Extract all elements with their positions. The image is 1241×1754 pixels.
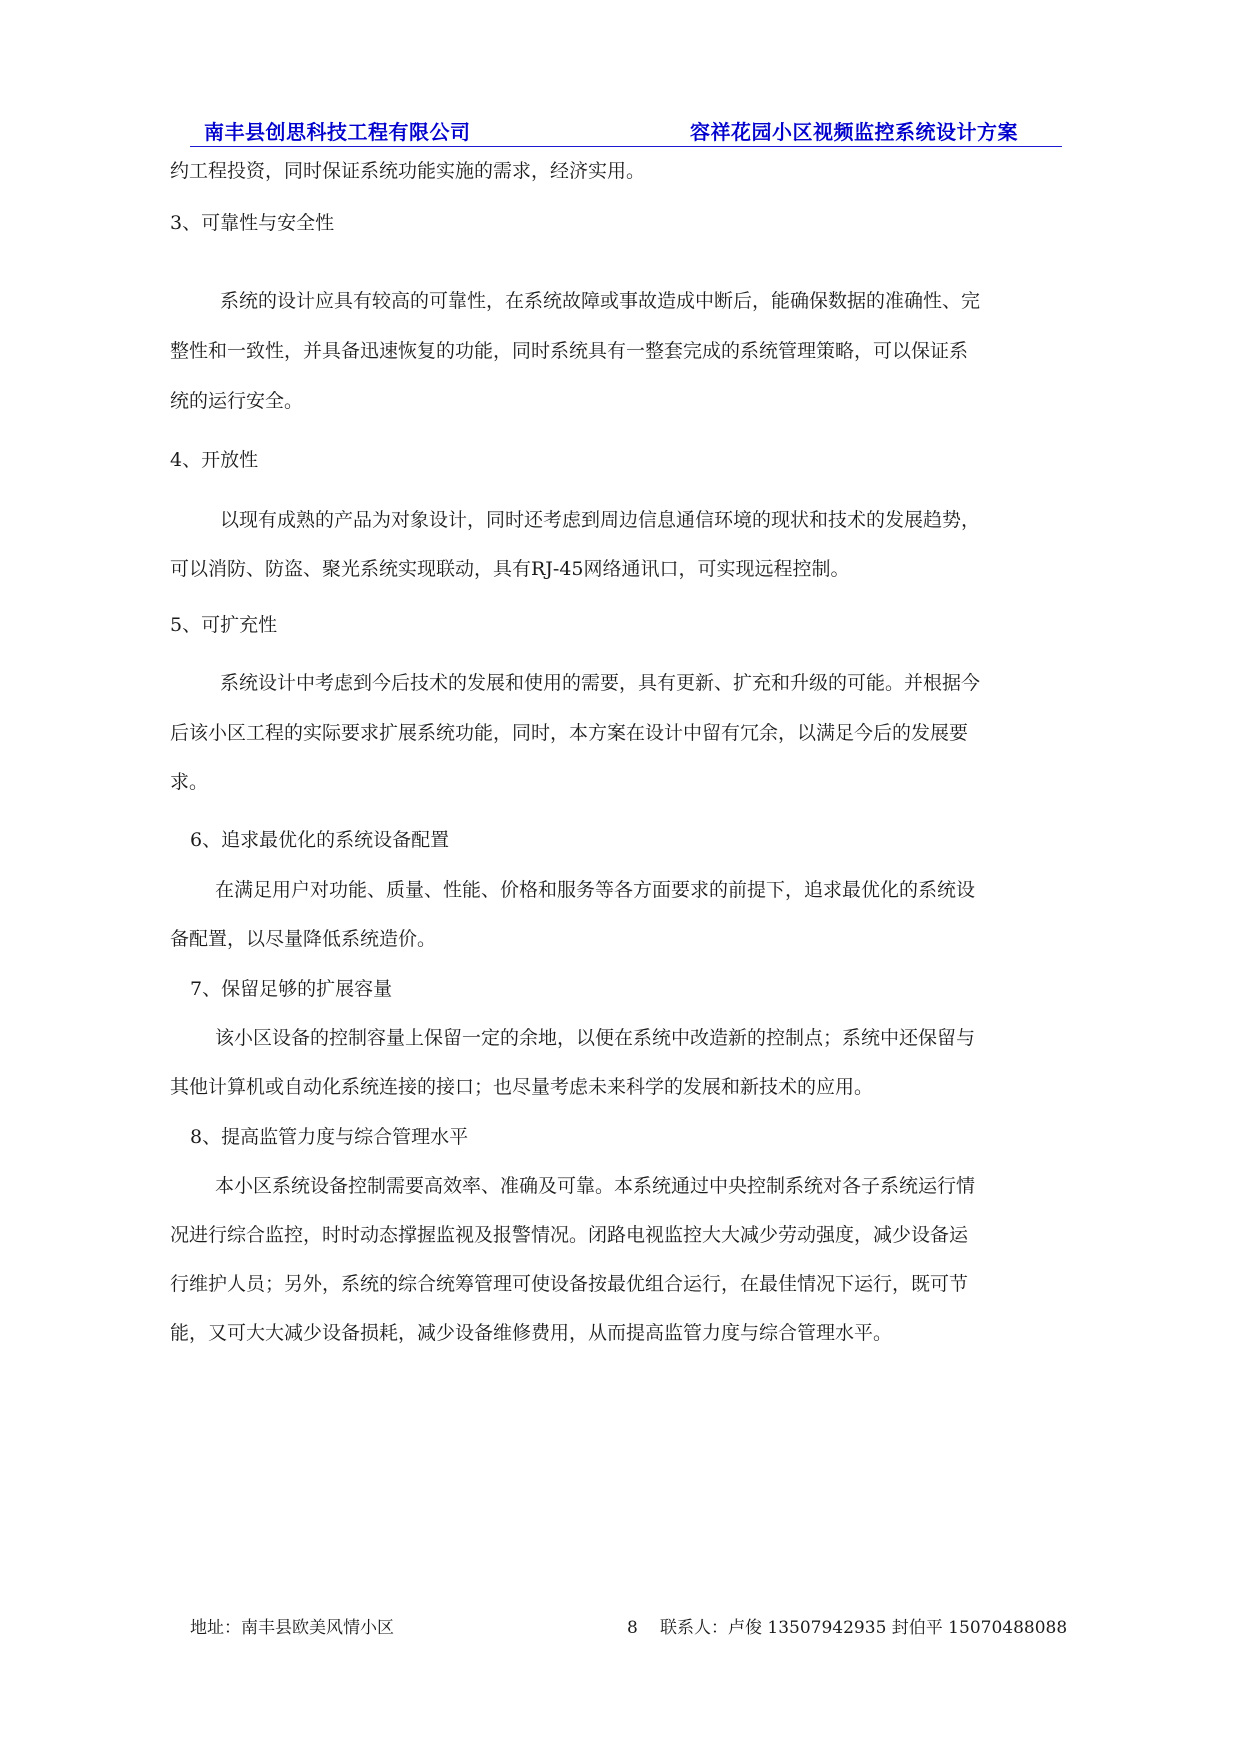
section-7-line-1: 该小区设备的控制容量上保留一定的余地，以便在系统中改造新的控制点；系统中还保留与 bbox=[215, 1027, 976, 1049]
section-4-line-1: 以现有成熟的产品为对象设计，同时还考虑到周边信息通信环境的现状和技术的发展趋势， bbox=[220, 509, 981, 531]
section-7-heading: 7、保留足够的扩展容量 bbox=[190, 978, 393, 1000]
footer-address: 地址：南丰县欧美风情小区 bbox=[190, 1618, 394, 1638]
section-7-line-2: 其他计算机或自动化系统连接的接口；也尽量考虑未来科学的发展和新技术的应用。 bbox=[170, 1076, 874, 1098]
section-8-line-2: 况进行综合监控，时时动态撑握监视及报警情况。闭路电视监控大大减少劳动强度，减少设备运 bbox=[170, 1224, 969, 1246]
section-8-line-4: 能，又可大大减少设备损耗，减少设备维修费用，从而提高监管力度与综合管理水平。 bbox=[170, 1322, 893, 1344]
section-4-line-2: 可以消防、防盗、聚光系统实现联动，具有RJ-45网络通讯口，可实现远程控制。 bbox=[170, 558, 850, 580]
section-5-line-3: 求。 bbox=[170, 771, 209, 793]
section-6-line-1: 在满足用户对功能、质量、性能、价格和服务等各方面要求的前提下，追求最优化的系统设 bbox=[215, 879, 976, 901]
section-8-line-1: 本小区系统设备控制需要高效率、准确及可靠。本系统通过中央控制系统对各子系统运行情 bbox=[215, 1175, 976, 1197]
section-3-line-3: 统的运行安全。 bbox=[170, 390, 304, 412]
section-3-line-2: 整性和一致性，并具备迅速恢复的功能，同时系统具有一整套完成的系统管理策略，可以保证系 bbox=[170, 340, 969, 362]
section-8-line-3: 行维护人员；另外，系统的综合统筹管理可使设备按最优组合运行，在最佳情况下运行，既可节 bbox=[170, 1273, 969, 1295]
page-header bbox=[190, 116, 1062, 147]
section-5-line-1: 系统设计中考虑到今后技术的发展和使用的需要，具有更新、扩充和升级的可能。并根据今 bbox=[220, 672, 981, 694]
header-document-title: 容祥花园小区视频监控系统设计方案 bbox=[690, 120, 1018, 144]
section-3-line-1: 系统的设计应具有较高的可靠性，在系统故障或事故造成中断后，能确保数据的准确性、完 bbox=[220, 290, 981, 312]
footer-page-number: 8 bbox=[627, 1618, 638, 1638]
section-5-line-2: 后该小区工程的实际要求扩展系统功能，同时，本方案在设计中留有冗余，以满足今后的发展要 bbox=[170, 722, 969, 744]
intro-line: 约工程投资，同时保证系统功能实施的需求，经济实用。 bbox=[170, 160, 646, 182]
section-4-heading: 4、开放性 bbox=[170, 449, 259, 471]
section-5-heading: 5、可扩充性 bbox=[170, 614, 278, 636]
section-6-line-2: 备配置，以尽量降低系统造价。 bbox=[170, 928, 437, 950]
header-company-name: 南丰县创思科技工程有限公司 bbox=[204, 120, 471, 144]
section-6-heading: 6、追求最优化的系统设备配置 bbox=[190, 829, 450, 851]
section-8-heading: 8、提高监管力度与综合管理水平 bbox=[190, 1126, 469, 1148]
footer-contacts: 联系人：卢俊 13507942935 封伯平 15070488088 bbox=[660, 1618, 1068, 1638]
section-3-heading: 3、可靠性与安全性 bbox=[170, 212, 335, 234]
